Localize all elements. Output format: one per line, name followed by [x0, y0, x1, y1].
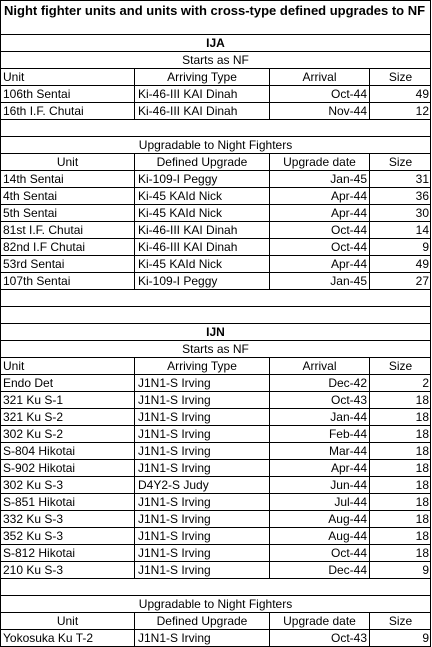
- blank-row: [0, 307, 431, 324]
- col-size-header: Size: [369, 613, 431, 629]
- date-cell[interactable]: Apr-44: [269, 205, 369, 221]
- type-cell[interactable]: Ki-46-III KAI Dinah: [134, 103, 269, 119]
- type-cell[interactable]: Ki-45 KAId Nick: [134, 188, 269, 204]
- ijn-starts-label: Starts as NF: [182, 342, 249, 356]
- size-cell[interactable]: 9: [369, 239, 431, 255]
- ija-upgrade-col-headers: [0, 154, 431, 171]
- unit-cell[interactable]: 16th I.F. Chutai: [3, 104, 84, 118]
- unit-cell[interactable]: 302 Ku S-3: [3, 478, 64, 492]
- date-cell[interactable]: Feb-44: [269, 426, 369, 442]
- size-cell[interactable]: 18: [369, 426, 431, 442]
- table-row: [0, 511, 431, 528]
- size-cell[interactable]: 18: [369, 545, 431, 561]
- table-row: [0, 443, 431, 460]
- table-row: [0, 426, 431, 443]
- col-date-header: Arrival: [269, 69, 369, 85]
- date-cell[interactable]: Jun-44: [269, 477, 369, 493]
- size-cell[interactable]: 18: [369, 477, 431, 493]
- date-cell[interactable]: Apr-44: [269, 460, 369, 476]
- size-cell[interactable]: 2: [369, 375, 431, 391]
- type-cell[interactable]: Ki-45 KAId Nick: [134, 256, 269, 272]
- ija-header-row: [0, 35, 431, 52]
- ijn-starts-col-headers: [0, 358, 431, 375]
- type-cell[interactable]: J1N1-S Irving: [134, 460, 269, 476]
- size-cell[interactable]: 18: [369, 511, 431, 527]
- unit-cell[interactable]: 107th Sentai: [3, 274, 71, 288]
- date-cell[interactable]: Oct-44: [269, 86, 369, 102]
- ijn-upgrade-label: Upgradable to Night Fighters: [138, 597, 293, 611]
- unit-cell[interactable]: S-804 Hikotai: [3, 444, 76, 458]
- date-cell[interactable]: Aug-44: [269, 528, 369, 544]
- date-cell[interactable]: Nov-44: [269, 103, 369, 119]
- table-row: [0, 256, 431, 273]
- table-row: [0, 562, 431, 579]
- date-cell[interactable]: Oct-43: [269, 630, 369, 646]
- unit-cell[interactable]: 321 Ku S-1: [3, 393, 64, 407]
- table-row: [0, 460, 431, 477]
- col-type-header: Defined Upgrade: [134, 613, 269, 629]
- ija-upgrade-label-row: [0, 137, 431, 154]
- ija-starts-col-headers: [0, 69, 431, 86]
- table-row: [0, 205, 431, 222]
- unit-cell[interactable]: 302 Ku S-2: [3, 427, 64, 441]
- size-cell[interactable]: 36: [369, 188, 431, 204]
- unit-cell[interactable]: 5th Sentai: [3, 206, 58, 220]
- date-cell[interactable]: Dec-42: [269, 375, 369, 391]
- size-cell[interactable]: 9: [369, 562, 431, 578]
- unit-cell[interactable]: 321 Ku S-2: [3, 410, 64, 424]
- date-cell[interactable]: Oct-44: [269, 239, 369, 255]
- size-cell[interactable]: 9: [369, 630, 431, 646]
- unit-cell[interactable]: S-812 Hikotai: [3, 546, 76, 560]
- table-row: [0, 528, 431, 545]
- size-cell[interactable]: 18: [369, 494, 431, 510]
- col-size-header: Size: [369, 69, 431, 85]
- type-cell[interactable]: Ki-109-I Peggy: [134, 273, 269, 289]
- size-cell[interactable]: 49: [369, 256, 431, 272]
- size-cell[interactable]: 14: [369, 222, 431, 238]
- date-cell[interactable]: Oct-44: [269, 545, 369, 561]
- col-date-header: Arrival: [269, 358, 369, 374]
- date-cell[interactable]: Aug-44: [269, 511, 369, 527]
- sheet-body: [0, 35, 431, 647]
- type-cell[interactable]: J1N1-S Irving: [134, 545, 269, 561]
- unit-cell[interactable]: 332 Ku S-3: [3, 512, 64, 526]
- ija-header: IJA: [206, 36, 225, 50]
- unit-cell[interactable]: S-902 Hikotai: [3, 461, 76, 475]
- size-cell[interactable]: 18: [369, 409, 431, 425]
- table-row: [0, 494, 431, 511]
- col-date-header: Upgrade date: [269, 613, 369, 629]
- type-cell[interactable]: J1N1-S Irving: [134, 511, 269, 527]
- unit-cell[interactable]: 82nd I.F Chutai: [3, 240, 86, 254]
- unit-cell[interactable]: Endo Det: [3, 376, 54, 390]
- unit-cell[interactable]: 4th Sentai: [3, 189, 58, 203]
- table-row: [0, 392, 431, 409]
- size-cell[interactable]: 27: [369, 273, 431, 289]
- date-cell[interactable]: Mar-44: [269, 443, 369, 459]
- ija-starts-label: Starts as NF: [182, 53, 249, 67]
- ijn-upgrade-label-row: [0, 596, 431, 613]
- col-type-header: Arriving Type: [134, 358, 269, 374]
- size-cell[interactable]: 30: [369, 205, 431, 221]
- col-type-header: Defined Upgrade: [134, 154, 269, 170]
- date-cell[interactable]: Oct-44: [269, 222, 369, 238]
- type-cell[interactable]: J1N1-S Irving: [134, 528, 269, 544]
- col-unit-header: Unit: [3, 70, 25, 84]
- table-row: [0, 477, 431, 494]
- unit-cell[interactable]: 210 Ku S-3: [3, 563, 64, 577]
- unit-cell[interactable]: 14th Sentai: [3, 172, 64, 186]
- size-cell[interactable]: 18: [369, 460, 431, 476]
- size-cell[interactable]: 12: [369, 103, 431, 119]
- unit-cell[interactable]: S-851 Hikotai: [3, 495, 76, 509]
- sheet-title: Night fighter units and units with cross-type defined upgrades to NF: [4, 3, 426, 18]
- ijn-upgrade-col-headers: [0, 613, 431, 630]
- table-row: [0, 188, 431, 205]
- size-cell[interactable]: 18: [369, 443, 431, 459]
- col-unit-header: Unit: [56, 614, 79, 628]
- type-cell[interactable]: J1N1-S Irving: [134, 562, 269, 578]
- col-size-header: Size: [369, 358, 431, 374]
- col-unit-header: Unit: [56, 155, 79, 169]
- table-row: [0, 86, 431, 103]
- ija-upgrade-label: Upgradable to Night Fighters: [138, 138, 293, 152]
- blank-row: [0, 579, 431, 596]
- type-cell[interactable]: J1N1-S Irving: [134, 392, 269, 408]
- table-row: [0, 545, 431, 562]
- table-row: [0, 630, 431, 647]
- date-cell[interactable]: Apr-44: [269, 256, 369, 272]
- size-cell[interactable]: 31: [369, 171, 431, 187]
- date-cell[interactable]: Jul-44: [269, 494, 369, 510]
- size-cell[interactable]: 18: [369, 528, 431, 544]
- table-row: [0, 273, 431, 290]
- type-cell[interactable]: Ki-109-I Peggy: [134, 171, 269, 187]
- type-cell[interactable]: Ki-45 KAId Nick: [134, 205, 269, 221]
- type-cell[interactable]: J1N1-S Irving: [134, 630, 269, 646]
- unit-cell[interactable]: Yokosuka Ku T-2: [3, 631, 94, 645]
- date-cell[interactable]: Apr-44: [269, 188, 369, 204]
- blank-row: [0, 120, 431, 137]
- ijn-starts-label-row: [0, 341, 431, 358]
- table-row: [0, 409, 431, 426]
- type-cell[interactable]: D4Y2-S Judy: [134, 477, 269, 493]
- table-row: [0, 375, 431, 392]
- size-cell[interactable]: 49: [369, 86, 431, 102]
- col-date-header: Upgrade date: [269, 154, 369, 170]
- type-cell[interactable]: Ki-46-III KAI Dinah: [134, 222, 269, 238]
- size-cell[interactable]: 18: [369, 392, 431, 408]
- date-cell[interactable]: Jan-45: [269, 171, 369, 187]
- unit-cell[interactable]: 53rd Sentai: [3, 257, 65, 271]
- type-cell[interactable]: J1N1-S Irving: [134, 426, 269, 442]
- col-size-header: Size: [369, 154, 431, 170]
- type-cell[interactable]: J1N1-S Irving: [134, 494, 269, 510]
- table-row: [0, 171, 431, 188]
- blank-row: [0, 290, 431, 307]
- table-row: [0, 239, 431, 256]
- unit-cell[interactable]: 106th Sentai: [3, 87, 71, 101]
- type-cell[interactable]: J1N1-S Irving: [134, 375, 269, 391]
- ijn-header: IJN: [206, 325, 225, 339]
- unit-cell[interactable]: 352 Ku S-3: [3, 529, 64, 543]
- date-cell[interactable]: Jan-44: [269, 409, 369, 425]
- date-cell[interactable]: Jan-45: [269, 273, 369, 289]
- type-cell[interactable]: Ki-46-III KAI Dinah: [134, 239, 269, 255]
- col-unit-header: Unit: [3, 359, 25, 373]
- col-type-header: Arriving Type: [134, 69, 269, 85]
- ijn-header-row: [0, 324, 431, 341]
- unit-cell[interactable]: 81st I.F. Chutai: [3, 223, 84, 237]
- ija-starts-label-row: [0, 52, 431, 69]
- type-cell[interactable]: J1N1-S Irving: [134, 409, 269, 425]
- sheet-title-row: [0, 0, 431, 35]
- table-row: [0, 103, 431, 120]
- table-row: [0, 222, 431, 239]
- type-cell[interactable]: Ki-46-III KAI Dinah: [134, 86, 269, 102]
- date-cell[interactable]: Dec-44: [269, 562, 369, 578]
- type-cell[interactable]: J1N1-S Irving: [134, 443, 269, 459]
- date-cell[interactable]: Oct-43: [269, 392, 369, 408]
